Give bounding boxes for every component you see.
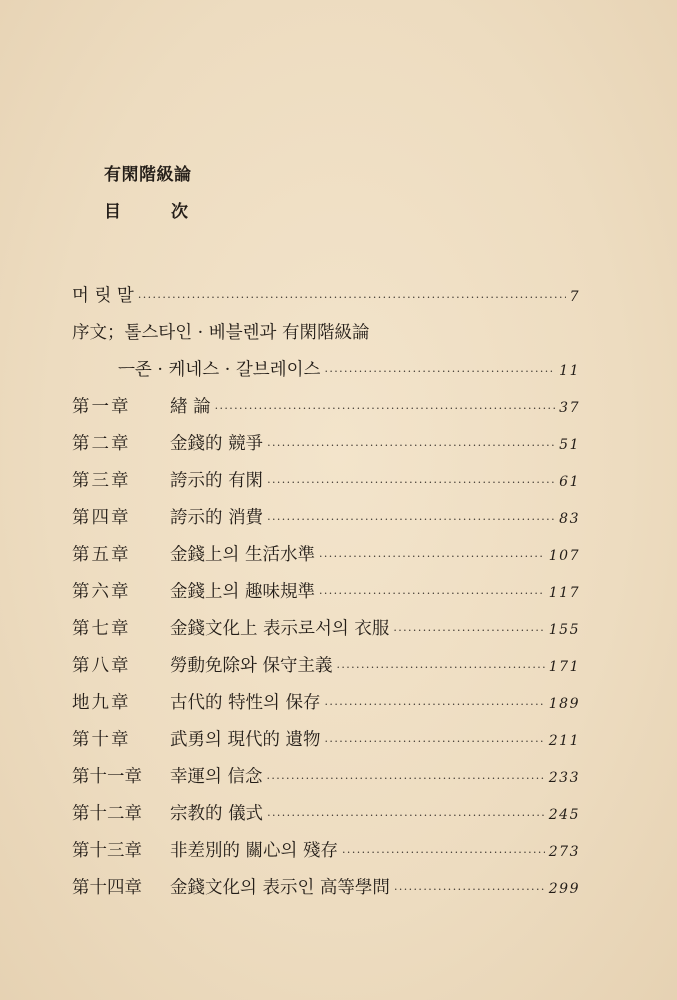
page-header [104,160,192,222]
toc-page-number: 273 [548,844,580,860]
toc-chapter: 第十章 [72,730,131,750]
toc-leader-dots [336,661,544,674]
toc-chapter: 第五章 [72,545,131,565]
toc-title: 非差別的 關心의 殘存 [170,841,339,861]
toc-row [72,430,580,467]
toc-page-number: 245 [548,807,580,823]
toc-row-intro-line2 [72,356,580,393]
toc-page-number: 171 [548,659,580,675]
toc-page-number: 51 [559,437,580,453]
toc-leader-dots [267,513,555,526]
toc-chapter: 第二章 [72,434,131,454]
toc-page-number: 233 [548,770,580,786]
toc-page-number: 117 [548,585,580,601]
toc-leader-dots [138,291,566,304]
toc-leader-dots [267,439,555,452]
toc-row-preface [72,282,580,319]
toc-chapter: 第十二章 [72,804,142,824]
book-title: 有閑階級論 [104,165,192,185]
toc-title: 金錢文化上 表示로서의 衣服 [170,619,390,639]
toc-page-number: 107 [548,548,580,564]
toc-row [72,800,580,837]
toc-title: 勞動免除와 保守主義 [170,656,333,676]
toc-title: 誇示的 消費 [170,508,264,528]
toc-leader-dots [325,698,545,711]
toc-title: 金錢文化의 表示인 高等學問 [170,878,390,898]
toc-row [72,652,580,689]
toc-heading-char-2: 次 [171,202,188,222]
toc-chapter: 第三章 [72,471,131,491]
toc-chapter: 第八章 [72,656,131,676]
toc-row [72,615,580,652]
toc-title: 武勇의 現代的 遺物 [170,730,321,750]
toc-row [72,504,580,541]
toc-row [72,837,580,874]
toc-leader-dots [325,735,545,748]
toc-leader-dots [394,883,545,896]
toc-leader-dots [267,476,555,489]
toc-subtitle: ㅡ존 · 케네스 · 갈브레이스 [118,360,321,380]
toc-title: 金錢上의 生活水準 [170,545,315,565]
toc-heading-char-1: 目 [104,202,121,222]
toc-title: 金錢上의 趣味規準 [170,582,315,602]
toc-page-number: 189 [548,696,580,712]
toc-chapter: 第十四章 [72,878,142,898]
toc-chapter: 地九章 [72,693,131,713]
toc-title: 金錢的 競爭 [170,434,264,454]
toc-page-number: 155 [548,622,580,638]
toc-title: 誇示的 有閑 [170,471,264,491]
toc-page-number: 37 [559,400,580,416]
toc-title: 緖 論 [170,397,211,417]
toc-page-number: 61 [559,474,580,490]
toc-page-number: 7 [569,289,580,305]
toc-leader-dots [266,772,544,785]
toc-row [72,763,580,800]
toc-leader-dots [319,550,545,563]
toc-title: 宗教的 儀式 [170,804,264,824]
toc-title: 머 릿 말 [72,286,134,306]
toc-heading [104,197,188,222]
toc-chapter: 第十一章 [72,767,142,787]
toc-page-number: 11 [559,363,580,379]
toc-row [72,874,580,911]
toc-row-intro-line1 [72,319,580,356]
toc-chapter: 第十三章 [72,841,142,861]
toc-chapter: 第四章 [72,508,131,528]
toc-title: 序文；톨스타인 · 베블렌과 有閑階級論 [72,323,370,343]
toc-leader-dots [342,846,545,859]
toc-page-number: 83 [559,511,580,527]
table-of-contents [72,282,580,911]
toc-row [72,541,580,578]
toc-title: 古代的 特性의 保存 [170,693,321,713]
toc-row [72,689,580,726]
toc-page-number: 211 [548,733,580,749]
toc-leader-dots [393,624,544,637]
toc-row [72,393,580,430]
toc-title: 幸運의 信念 [170,767,263,787]
toc-row [72,726,580,763]
toc-leader-dots [319,587,545,600]
toc-chapter: 第一章 [72,397,131,417]
toc-page-number: 299 [548,881,580,897]
toc-leader-dots [267,809,545,822]
toc-row [72,578,580,615]
toc-chapter: 第七章 [72,619,131,639]
toc-chapter: 第六章 [72,582,131,602]
toc-leader-dots [215,402,556,415]
toc-leader-dots [324,365,555,378]
toc-row [72,467,580,504]
